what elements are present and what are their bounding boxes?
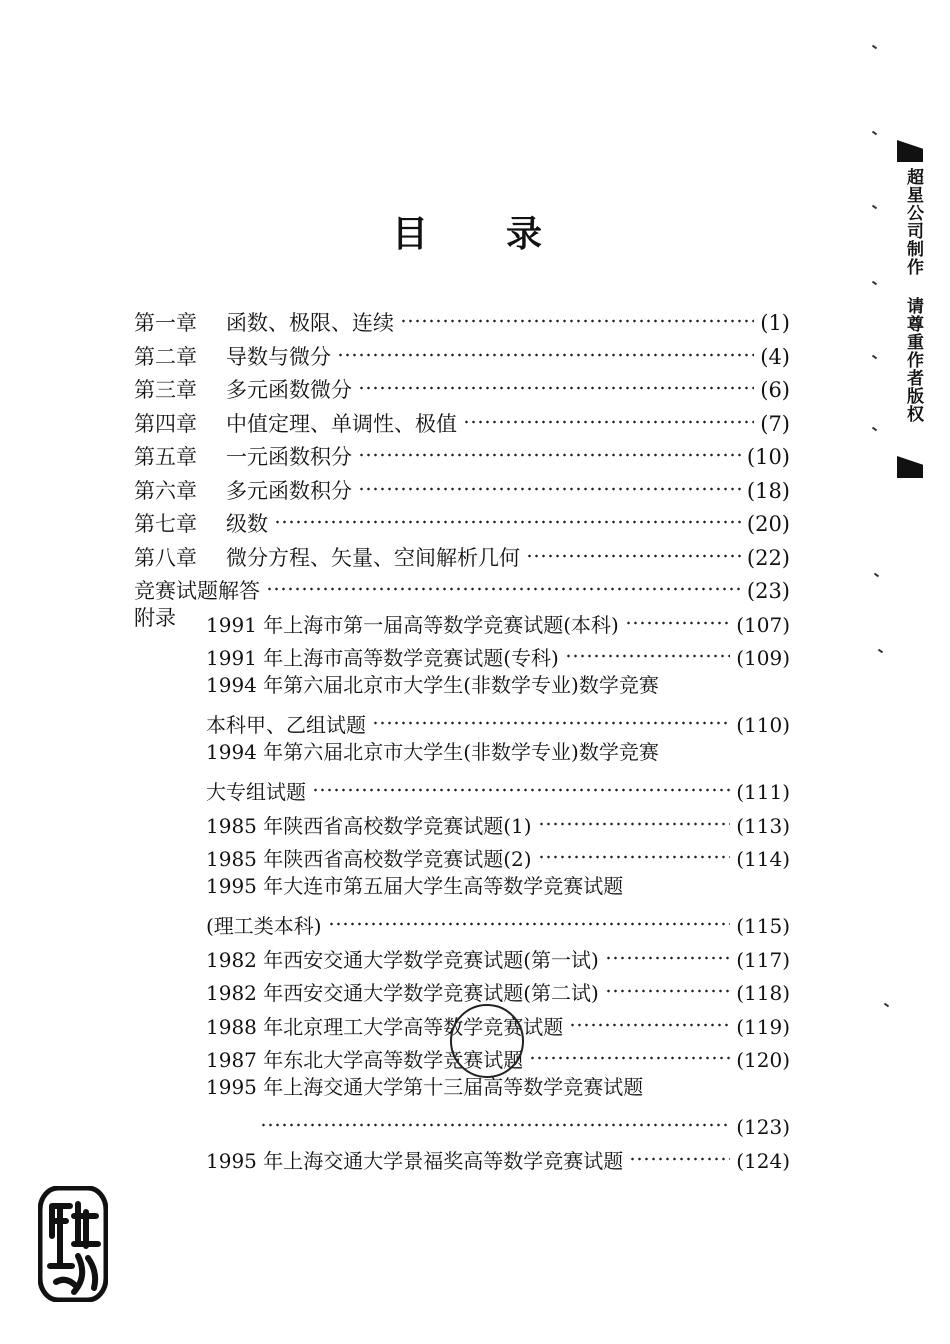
chapter-number: 第四章 — [134, 411, 197, 436]
page-number: (6) — [760, 378, 790, 402]
chapter-number: 第七章 — [134, 512, 197, 536]
page-number: (20) — [746, 512, 790, 536]
dot-leader — [328, 905, 731, 933]
toc-entry — [134, 503, 790, 536]
toc-entry — [134, 403, 790, 436]
scan-mark — [872, 355, 877, 360]
appendix-title: 1994 年第六届北京市大学生(非数学专业)数学竞赛 — [206, 672, 659, 697]
toc-entry — [134, 369, 790, 402]
chapter-title: 函数、极限、连续 — [226, 311, 394, 335]
page-number: (22) — [746, 545, 790, 570]
toc-entry — [134, 336, 790, 369]
appendix-entry — [206, 704, 790, 737]
appendix-entry — [206, 872, 790, 900]
page-number: (23) — [746, 579, 790, 603]
chapter-number: 第六章 — [134, 478, 197, 503]
appendix-entry — [206, 972, 790, 1005]
dot-leader — [260, 1106, 730, 1134]
chapter-title: 多元函数微分 — [226, 378, 352, 402]
dot-leader — [372, 704, 730, 732]
scan-mark — [878, 649, 883, 654]
appendix-title: 1995 年上海交通大学景福奖高等数学竞赛试题 — [206, 1148, 624, 1173]
page-number: (111) — [736, 780, 790, 804]
appendix-title: 1982 年西安交通大学数学竞赛试题(第二试) — [206, 981, 599, 1005]
seal-stamp — [38, 1186, 108, 1302]
appendix-entry — [206, 1073, 790, 1101]
chapter-number: 第一章 — [134, 311, 197, 335]
dot-leader — [565, 637, 730, 665]
title-char-1: 目 — [392, 213, 429, 255]
title-char-2: 录 — [505, 213, 542, 255]
appendix-entry — [206, 604, 790, 637]
appendix-entry — [206, 905, 790, 938]
appendix-title: (理工类本科) — [206, 914, 322, 938]
page-number: (119) — [736, 1014, 790, 1039]
chapter-number: 第三章 — [134, 378, 197, 402]
page-number: (118) — [736, 981, 790, 1005]
appendix-title: 1987 年东北大学高等数学竞赛试题 — [206, 1048, 524, 1072]
page-title — [392, 206, 542, 257]
sidebar-bar-top — [897, 140, 923, 162]
scan-mark — [872, 281, 877, 286]
appendix-title: 1995 年大连市第五届大学生高等数学竞赛试题 — [206, 873, 624, 898]
dot-leader — [629, 1140, 730, 1168]
page-number: (123) — [736, 1115, 790, 1139]
page-number: (1) — [760, 311, 790, 335]
dot-leader — [463, 403, 754, 431]
toc-entry — [134, 302, 790, 335]
page-number: (109) — [736, 646, 790, 670]
appendix-entry — [206, 671, 790, 699]
dot-leader — [538, 805, 731, 833]
dot-leader — [625, 604, 730, 632]
scan-mark — [872, 131, 877, 136]
toc-entry — [134, 537, 790, 570]
scan-mark — [872, 45, 877, 50]
chapter-number: 第八章 — [134, 545, 197, 570]
circular-stamp — [450, 1004, 524, 1078]
chapter-title: 级数 — [226, 512, 268, 536]
appendix-entry — [206, 637, 790, 670]
appendix-title: 1988 年北京理工大学高等数学竞赛试题 — [206, 1014, 564, 1039]
chapter-title: 竞赛试题解答 — [134, 579, 260, 603]
chapter-title: 导数与微分 — [226, 344, 331, 369]
page-number: (117) — [736, 947, 790, 972]
appendix-entry — [206, 1140, 790, 1173]
appendix-entry — [206, 939, 790, 972]
dot-leader — [312, 771, 730, 799]
toc-entry — [134, 570, 790, 603]
chapter-number: 第五章 — [134, 445, 197, 469]
toc-entry — [134, 470, 790, 503]
chapter-title: 一元函数积分 — [226, 445, 352, 469]
sidebar-watermark-text: 超星公司制作 请尊重作者版权 — [903, 168, 923, 423]
chapter-title: 中值定理、单调性、极值 — [226, 411, 457, 436]
appendix-title: 本科甲、乙组试题 — [206, 713, 366, 737]
dot-leader — [605, 939, 730, 967]
page-number: (124) — [736, 1148, 790, 1173]
appendix-entry — [206, 838, 790, 871]
page-number: (120) — [736, 1048, 790, 1072]
dot-leader — [358, 436, 741, 464]
appendix-entry — [206, 805, 790, 838]
scan-mark — [884, 1003, 889, 1008]
dot-leader — [526, 537, 741, 565]
dot-leader — [605, 972, 730, 1000]
scan-mark — [872, 427, 877, 432]
scan-mark — [872, 205, 877, 210]
chapter-title: 多元函数积分 — [226, 478, 352, 503]
page-number: (18) — [746, 478, 790, 503]
appendix-title: 大专组试题 — [206, 780, 306, 804]
chapter-number: 第二章 — [134, 344, 197, 369]
page-number: (4) — [760, 344, 790, 369]
appendix-title: 1994 年第六届北京市大学生(非数学专业)数学竞赛 — [206, 739, 659, 764]
dot-leader — [358, 470, 741, 498]
dot-leader — [538, 838, 731, 866]
dot-leader — [337, 336, 754, 364]
appendix-title: 1985 年陕西省高校数学竞赛试题(2) — [206, 847, 532, 871]
sidebar-bar-bottom — [897, 456, 923, 478]
chapter-title: 微分方程、矢量、空间解析几何 — [226, 545, 520, 570]
dot-leader — [569, 1006, 730, 1034]
page-number: (7) — [760, 411, 790, 436]
watermark-sidebar — [897, 140, 923, 480]
appendix-entry — [206, 738, 790, 766]
page-number: (107) — [736, 612, 790, 637]
appendix-title: 1985 年陕西省高校数学竞赛试题(1) — [206, 813, 532, 838]
appendix-title: 1995 年上海交通大学第十三届高等数学竞赛试题 — [206, 1074, 644, 1099]
appendix-title: 1991 年上海市高等数学竞赛试题(专科) — [206, 646, 559, 670]
dot-leader — [529, 1039, 730, 1067]
appendix-label: 附录 — [134, 605, 176, 630]
dot-leader — [274, 503, 741, 531]
appendix-entry — [206, 1106, 790, 1139]
dot-leader — [266, 570, 741, 598]
dot-leader — [358, 369, 754, 397]
page-number: (114) — [736, 847, 790, 871]
dot-leader — [400, 302, 754, 330]
page-number: (113) — [736, 813, 790, 838]
scan-mark — [874, 573, 879, 578]
toc-entry — [134, 436, 790, 469]
appendix-title: 1982 年西安交通大学数学竞赛试题(第一试) — [206, 947, 599, 972]
page-number: (10) — [746, 445, 790, 469]
page-number: (110) — [736, 713, 790, 737]
page-number: (115) — [736, 914, 790, 938]
appendix-entry — [206, 771, 790, 804]
appendix-title: 1991 年上海市第一届高等数学竞赛试题(本科) — [206, 612, 619, 637]
